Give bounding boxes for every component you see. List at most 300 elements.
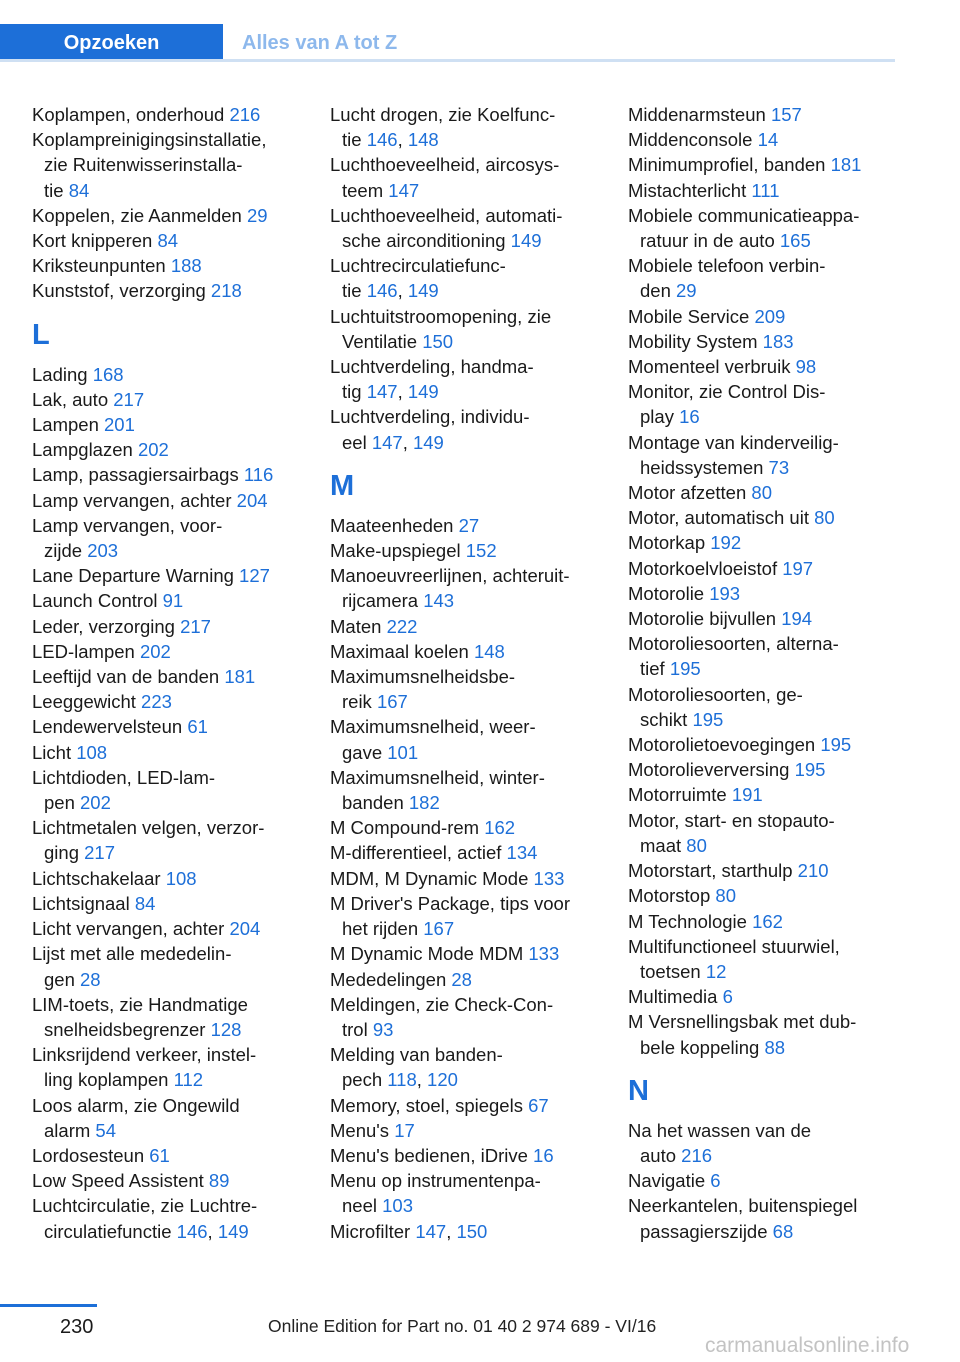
page-ref-link[interactable]: 84	[157, 230, 179, 252]
entry-text: tie	[342, 129, 367, 151]
page-ref-link[interactable]: 195	[669, 658, 701, 680]
page-ref-link[interactable]: 61	[187, 716, 208, 738]
index-entry	[32, 412, 322, 437]
page-ref-link[interactable]: 147	[388, 179, 420, 201]
entry-text: Motorolie bijvullen	[628, 608, 782, 630]
page-ref-link[interactable]: 188	[170, 255, 202, 277]
page-ref-link[interactable]: 80	[814, 507, 835, 529]
entry-text: Luchtcirculatie, zie Luchtre-	[32, 1195, 258, 1217]
entry-text: trol	[342, 1018, 373, 1040]
entry-text: Motorolieverversing	[628, 759, 795, 781]
page-ref-link[interactable]: 17	[394, 1119, 415, 1141]
page-ref-link[interactable]: 148	[407, 129, 439, 151]
page-ref-link[interactable]: 201	[104, 414, 135, 436]
index-entry	[330, 253, 620, 303]
entry-text: Koplampreinigingsinstallatie,	[32, 129, 267, 151]
page-ref-link[interactable]: 14	[757, 129, 779, 151]
entry-text: Lane Departure Warning	[32, 565, 240, 587]
entry-text: gen	[44, 968, 81, 990]
page-ref-link[interactable]: 152	[465, 540, 497, 562]
index-entry	[628, 329, 918, 354]
entry-text: alarm	[44, 1119, 96, 1141]
page-separator: ,	[397, 280, 408, 302]
index-entry	[32, 588, 322, 613]
entry-text: play	[640, 406, 680, 428]
page-ref-link[interactable]: 218	[210, 280, 242, 302]
page-ref-link[interactable]: 197	[782, 557, 814, 579]
entry-text: Lordosesteun	[32, 1144, 150, 1166]
page-ref-link[interactable]: 165	[779, 230, 811, 252]
entry-text: Neerkantelen, buitenspiegel	[628, 1195, 858, 1217]
page-ref-link[interactable]: 195	[794, 759, 826, 781]
entry-text: Motoroliesoorten, alterna-	[628, 633, 839, 655]
entry-text: Lijst met alle mededelin-	[32, 943, 232, 965]
index-entry	[628, 984, 918, 1009]
entry-text: Memory, stoel, spiegels	[330, 1094, 529, 1116]
index-entry	[330, 1093, 620, 1118]
entry-text: M Compound-rem	[330, 817, 485, 839]
entry-text: Leder, verzorging	[32, 615, 181, 637]
page-ref-link[interactable]: 98	[795, 356, 817, 378]
page-ref-link[interactable]: 147	[366, 381, 398, 403]
entry-text: Luchthoeveelheid, automati-	[330, 204, 563, 226]
index-entry	[628, 581, 918, 606]
index-entry	[32, 102, 322, 127]
index-entry	[32, 614, 322, 639]
page-ref-link[interactable]: 146	[366, 129, 398, 151]
page-ref-link[interactable]: 203	[87, 540, 119, 562]
index-entry	[32, 203, 322, 228]
page-ref-link[interactable]: 149	[217, 1220, 249, 1242]
index-entry	[32, 513, 322, 563]
page-ref-link[interactable]: 147	[415, 1220, 447, 1242]
entry-text: M Dynamic Mode MDM	[330, 943, 529, 965]
entry-text: Lendewervelsteun	[32, 716, 188, 738]
entry-text: Maximaal koelen	[330, 640, 474, 662]
index-entry	[32, 815, 322, 865]
index-entry	[628, 909, 918, 934]
index-entry	[32, 387, 322, 412]
page-ref-link[interactable]: 133	[528, 943, 560, 965]
header-divider	[0, 59, 895, 62]
entry-text: Menu's	[330, 1119, 395, 1141]
entry-text: Mobile Service	[628, 305, 755, 327]
entry-text: Linksrijdend verkeer, instel-	[32, 1044, 257, 1066]
index-entry	[628, 530, 918, 555]
entry-text: circulatiefunctie	[44, 1220, 177, 1242]
entry-text: bele koppeling	[640, 1036, 765, 1058]
page-ref-link[interactable]: 216	[229, 104, 261, 125]
entry-text: zijde	[44, 540, 88, 562]
page-ref-link[interactable]: 80	[715, 885, 736, 907]
page-ref-link[interactable]: 167	[423, 918, 455, 940]
index-entry	[628, 1168, 918, 1193]
page-ref-link[interactable]: 195	[692, 708, 724, 730]
page-separator: ,	[397, 129, 408, 151]
entry-text: reik	[342, 691, 377, 713]
entry-text: den	[640, 280, 677, 302]
page-ref-link[interactable]: 195	[820, 734, 852, 756]
entry-text: Lampglazen	[32, 439, 138, 461]
index-entry	[330, 992, 620, 1042]
entry-text: Motorruimte	[628, 784, 732, 806]
index-entry	[32, 740, 322, 765]
index-entry	[330, 404, 620, 454]
index-entry	[330, 714, 620, 764]
page-ref-link[interactable]: 28	[80, 968, 101, 990]
entry-text: Maximumsnelheid, winter-	[330, 766, 545, 788]
page-ref-link[interactable]: 120	[427, 1069, 458, 1091]
page-ref-link[interactable]: 150	[422, 330, 454, 352]
entry-text: ging	[44, 842, 85, 864]
index-entry	[32, 362, 322, 387]
index-entry	[330, 1168, 620, 1218]
index-entry	[628, 883, 918, 908]
index-entry	[628, 505, 918, 530]
index-entry	[32, 1168, 322, 1193]
index-entry	[330, 967, 620, 992]
page-ref-link[interactable]: 73	[768, 456, 790, 478]
index-entry	[628, 304, 918, 329]
entry-text: heidssystemen	[640, 456, 769, 478]
entry-text: Mededelingen	[330, 968, 452, 990]
page-ref-link[interactable]: 108	[76, 741, 108, 763]
page-ref-link[interactable]: 133	[533, 867, 565, 889]
entry-text: Mistachterlicht	[628, 179, 752, 201]
page-ref-link[interactable]: 128	[210, 1018, 242, 1040]
page-ref-link[interactable]: 193	[709, 582, 741, 604]
index-entry	[628, 152, 918, 177]
page-ref-link[interactable]: 101	[387, 741, 419, 763]
page-ref-link[interactable]: 16	[533, 1144, 554, 1166]
entry-text: pen	[44, 792, 81, 814]
entry-text: teem	[342, 179, 389, 201]
index-entry	[32, 992, 322, 1042]
entry-text: pech	[342, 1069, 388, 1091]
entry-text: Motor, automatisch uit	[628, 507, 815, 529]
entry-text: MDM, M Dynamic Mode	[330, 867, 534, 889]
entry-text: rijcamera	[342, 590, 424, 612]
entry-text: Licht	[32, 741, 77, 763]
entry-text: Motor, start- en stopauto-	[628, 809, 835, 831]
section-letter: N	[628, 1074, 649, 1107]
page-ref-link[interactable]: 222	[386, 615, 418, 637]
index-entry	[330, 639, 620, 664]
entry-text: Lichtmetalen velgen, verzor-	[32, 817, 265, 839]
entry-text: Motorolie	[628, 582, 710, 604]
entry-text: Middenarmsteun	[628, 104, 771, 125]
index-entry	[628, 782, 918, 807]
entry-text: sche airconditioning	[342, 230, 511, 252]
section-letter: L	[32, 318, 50, 351]
page-ref-link[interactable]: 80	[751, 482, 772, 504]
index-entry	[628, 631, 918, 681]
page-ref-link[interactable]: 182	[408, 792, 440, 814]
page-ref-link[interactable]: 89	[208, 1170, 230, 1192]
entry-text: Luchtverdeling, individu-	[330, 406, 530, 428]
index-entry	[330, 1118, 620, 1143]
index-entry	[628, 1193, 918, 1243]
entry-text: banden	[342, 792, 409, 814]
page-ref-link[interactable]: 194	[781, 608, 813, 630]
entry-text: Motorkap	[628, 532, 711, 554]
index-column-3	[628, 102, 918, 1244]
entry-text: Koppelen, zie Aanmelden	[32, 204, 247, 226]
page-ref-link[interactable]: 111	[751, 179, 780, 201]
entry-text: Maateenheden	[330, 514, 459, 536]
entry-text: maat	[640, 834, 687, 856]
entry-text: Middenconsole	[628, 129, 758, 151]
page-ref-link[interactable]: 149	[510, 230, 542, 252]
entry-text: ling koplampen	[44, 1069, 174, 1091]
entry-text: Montage van kinderveilig-	[628, 431, 839, 453]
index-entry	[330, 1042, 620, 1092]
page-ref-link[interactable]: 28	[451, 968, 472, 990]
page-ref-link[interactable]: 91	[162, 590, 184, 612]
index-entry	[330, 152, 620, 202]
entry-text: Lak, auto	[32, 388, 114, 410]
entry-text: Lichtsignaal	[32, 892, 135, 914]
entry-text: toetsen	[640, 960, 706, 982]
entry-text: tief	[640, 658, 670, 680]
page-ref-link[interactable]: 223	[141, 691, 172, 713]
page-ref-link[interactable]: 202	[137, 439, 169, 461]
entry-text: Motorkoelvloeistof	[628, 557, 783, 579]
page-ref-link[interactable]: 149	[407, 280, 439, 302]
index-entry	[32, 563, 322, 588]
entry-text: Lamp vervangen, achter	[32, 489, 237, 511]
page-ref-link[interactable]: 84	[134, 892, 156, 914]
entry-text: Launch Control	[32, 590, 163, 612]
page-ref-link[interactable]: 6	[722, 986, 733, 1008]
page-ref-link[interactable]: 217	[113, 388, 145, 410]
index-entry	[32, 1093, 322, 1143]
page-ref-link[interactable]: 217	[84, 842, 115, 864]
page-ref-link[interactable]: 29	[246, 204, 268, 226]
entry-text: M Versnellingsbak met dub-	[628, 1011, 857, 1033]
page-ref-link[interactable]: 181	[830, 154, 862, 176]
page-ref-link[interactable]: 202	[80, 792, 111, 814]
entry-text: Make-upspiegel	[330, 540, 466, 562]
page-ref-link[interactable]: 181	[224, 666, 256, 688]
entry-text: Lampen	[32, 414, 104, 436]
index-entry	[32, 488, 322, 513]
watermark: carmanualsonline.info	[705, 1334, 910, 1357]
entry-text: M-differentieel, actief	[330, 842, 507, 864]
section-letter: M	[330, 469, 355, 502]
page-ref-link[interactable]: 29	[676, 280, 697, 302]
entry-text: Momenteel verbruik	[628, 356, 796, 378]
index-entry	[32, 689, 322, 714]
index-entry	[32, 866, 322, 891]
index-entry	[32, 278, 322, 303]
index-entry	[628, 606, 918, 631]
page-ref-link[interactable]: 146	[176, 1220, 208, 1242]
entry-text: Melding van banden-	[330, 1044, 503, 1066]
index-entry	[628, 682, 918, 732]
index-entry	[330, 563, 620, 613]
page-ref-link[interactable]: 204	[229, 918, 261, 940]
page-ref-link[interactable]: 88	[764, 1036, 786, 1058]
index-entry	[330, 866, 620, 891]
entry-text: zie Ruitenwisserinstalla-	[44, 154, 243, 176]
entry-text: Leeftijd van de banden	[32, 666, 225, 688]
index-entry	[330, 1219, 620, 1244]
index-entry	[330, 513, 620, 538]
entry-text: Lamp vervangen, voor-	[32, 514, 223, 536]
page-ref-link[interactable]: 209	[754, 305, 786, 327]
entry-text: Motorstop	[628, 885, 716, 907]
entry-text: Meldingen, zie Check-Con-	[330, 993, 554, 1015]
index-entry	[628, 430, 918, 480]
index-entry	[628, 253, 918, 303]
entry-text: het rijden	[342, 918, 424, 940]
page-ref-link[interactable]: 149	[412, 431, 444, 453]
footer-edition: Online Edition for Part no. 01 40 2 974 689 - VI/16	[268, 1316, 657, 1336]
entry-text: Luchtverdeling, handma-	[330, 356, 534, 378]
entry-text: Na het wassen van de	[628, 1119, 812, 1141]
entry-text: Lichtschakelaar	[32, 867, 166, 889]
index-entry	[330, 891, 620, 941]
index-entry	[32, 941, 322, 991]
page-ref-link[interactable]: 167	[376, 691, 408, 713]
page-ref-link[interactable]: 61	[149, 1144, 170, 1166]
entry-text: eel	[342, 431, 372, 453]
index-column-1	[32, 102, 322, 1244]
page-ref-link[interactable]: 108	[165, 867, 197, 889]
entry-text: Maximumsnelheid, weer-	[330, 716, 536, 738]
page-separator: ,	[416, 1069, 428, 1091]
page-ref-link[interactable]: 118	[387, 1069, 417, 1091]
entry-text: Motoroliesoorten, ge-	[628, 683, 803, 705]
entry-text: auto	[640, 1144, 682, 1166]
index-entry	[330, 815, 620, 840]
page-number-rule	[0, 1304, 97, 1307]
page-ref-link[interactable]: 84	[68, 179, 90, 201]
entry-text: Ventilatie	[342, 330, 423, 352]
page-ref-link[interactable]: 146	[366, 280, 398, 302]
index-entry	[32, 1042, 322, 1092]
page-ref-link[interactable]: 216	[681, 1144, 713, 1166]
page-ref-link[interactable]: 191	[731, 784, 763, 806]
entry-text: Motor afzetten	[628, 482, 752, 504]
entry-text: Leeggewicht	[32, 691, 142, 713]
index-entry	[628, 757, 918, 782]
entry-text: Minimumprofiel, banden	[628, 154, 831, 176]
entry-text: Motorstart, starthulp	[628, 860, 798, 882]
index-entry	[628, 178, 918, 203]
tab-alles-van-a-tot-z[interactable]: Alles van A tot Z	[242, 32, 398, 54]
entry-text: Lamp, passagiersairbags	[32, 464, 244, 486]
entry-text: M Technologie	[628, 910, 753, 932]
index-entry	[628, 1009, 918, 1059]
page-ref-link[interactable]: 16	[679, 406, 700, 428]
page-ref-link[interactable]: 6	[710, 1170, 721, 1192]
page-ref-link[interactable]: 202	[139, 640, 171, 662]
entry-text: Mobility System	[628, 330, 763, 352]
entry-text: LED-lampen	[32, 640, 140, 662]
entry-text: ratuur in de auto	[640, 230, 780, 252]
page-ref-link[interactable]: 148	[473, 640, 505, 662]
page-ref-link[interactable]: 54	[95, 1119, 116, 1141]
entry-text: tie	[44, 179, 69, 201]
index-entry	[32, 1143, 322, 1168]
page-ref-link[interactable]: 143	[423, 590, 455, 612]
entry-text: Kort knipperen	[32, 230, 158, 252]
entry-text: neel	[342, 1195, 383, 1217]
page-ref-link[interactable]: 80	[686, 834, 707, 856]
entry-text: Menu's bedienen, iDrive	[330, 1144, 534, 1166]
page-ref-link[interactable]: 134	[506, 842, 538, 864]
index-entry	[628, 1118, 918, 1168]
page-ref-link[interactable]: 127	[239, 565, 270, 587]
page-ref-link[interactable]: 68	[772, 1220, 794, 1242]
entry-text: LIM-toets, zie Handmatige	[32, 993, 248, 1015]
entry-text: Microfilter	[330, 1220, 416, 1242]
page-ref-link[interactable]: 149	[407, 381, 439, 403]
index-entry	[628, 127, 918, 152]
page-ref-link[interactable]: 112	[173, 1069, 204, 1091]
page-ref-link[interactable]: 150	[456, 1220, 488, 1242]
page-ref-link[interactable]: 210	[797, 860, 829, 882]
entry-text: Maximumsnelheidsbe-	[330, 666, 516, 688]
page-ref-link[interactable]: 162	[484, 817, 516, 839]
page-ref-link[interactable]: 27	[458, 514, 480, 536]
entry-text: Koplampen, onderhoud	[32, 104, 230, 125]
page-ref-link[interactable]: 103	[382, 1195, 413, 1217]
entry-text: schikt	[640, 708, 693, 730]
page-ref-link[interactable]: 67	[528, 1094, 549, 1116]
index-entry	[628, 354, 918, 379]
page-ref-link[interactable]: 168	[92, 363, 124, 385]
entry-text: snelheidsbegrenzer	[44, 1018, 211, 1040]
page-ref-link[interactable]: 162	[752, 910, 783, 932]
page-ref-link[interactable]: 183	[762, 330, 794, 352]
page-ref-link[interactable]: 217	[180, 615, 211, 637]
entry-text: Low Speed Assistent	[32, 1170, 209, 1192]
entry-text: Luchthoeveelheid, aircosys-	[330, 154, 560, 176]
page-ref-link[interactable]: 147	[371, 431, 403, 453]
index-entry	[330, 354, 620, 404]
header-tab-bar	[0, 24, 895, 62]
index-entry	[32, 664, 322, 689]
page-ref-link[interactable]: 157	[770, 104, 802, 125]
page-separator: ,	[446, 1220, 457, 1242]
page-ref-link[interactable]: 12	[705, 960, 727, 982]
index-entry	[628, 203, 918, 253]
index-entry	[330, 941, 620, 966]
index-entry	[32, 916, 322, 941]
entry-text: Licht vervangen, achter	[32, 918, 230, 940]
index-entry	[32, 462, 322, 487]
index-entry	[628, 858, 918, 883]
page-ref-link[interactable]: 116	[243, 464, 274, 486]
page-ref-link[interactable]: 192	[710, 532, 742, 554]
index-entry	[330, 102, 620, 152]
index-entry	[330, 538, 620, 563]
index-entry	[32, 228, 322, 253]
index-entry	[330, 614, 620, 639]
index-column-2	[330, 102, 620, 1244]
tab-opzoeken[interactable]: Opzoeken	[0, 24, 223, 62]
page-ref-link[interactable]: 204	[236, 489, 268, 511]
entry-text: gave	[342, 741, 388, 763]
index-entry	[628, 934, 918, 984]
entry-text: Navigatie	[628, 1170, 711, 1192]
page-separator: ,	[207, 1220, 218, 1242]
entry-text: Kriksteunpunten	[32, 255, 171, 277]
page-ref-link[interactable]: 93	[372, 1018, 394, 1040]
